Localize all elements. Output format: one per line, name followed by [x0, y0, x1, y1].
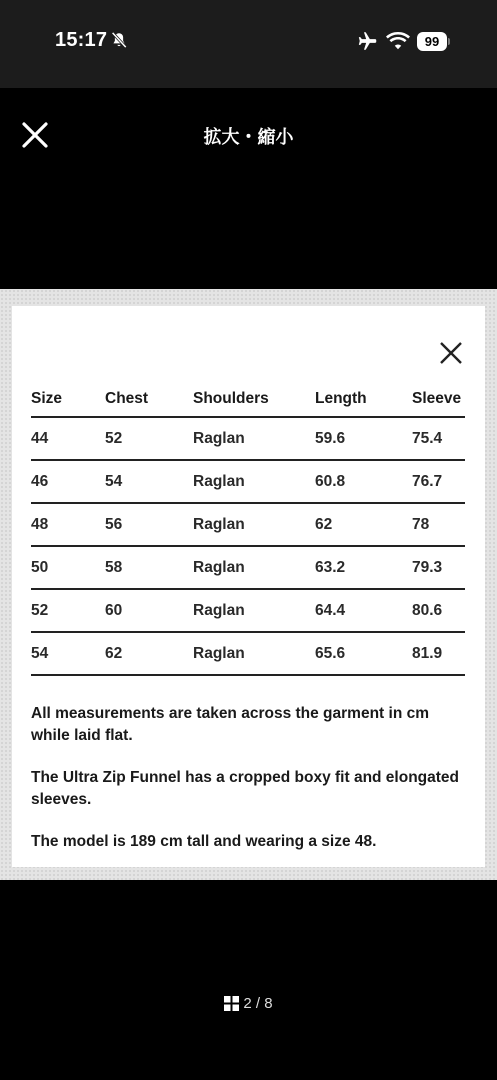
table-cell: Raglan [193, 632, 315, 675]
table-cell: 81.9 [412, 632, 465, 675]
table-cell: 54 [105, 460, 193, 503]
table-cell: 44 [31, 417, 105, 460]
table-cell: 79.3 [412, 546, 465, 589]
table-cell: 60 [105, 589, 193, 632]
table-cell: 56 [105, 503, 193, 546]
table-cell: Raglan [193, 417, 315, 460]
table-row [31, 546, 465, 589]
status-time: 15:17 [55, 29, 108, 51]
battery-icon [417, 31, 450, 51]
table-row [31, 417, 465, 460]
grid-icon [224, 996, 239, 1011]
table-cell: 46 [31, 460, 105, 503]
close-icon [438, 340, 464, 366]
size-chart-table [31, 382, 465, 676]
table-cell: 54 [31, 632, 105, 675]
table-cell: Raglan [193, 460, 315, 503]
table-row [31, 589, 465, 632]
table-header-row [31, 382, 465, 417]
table-cell: 48 [31, 503, 105, 546]
table-cell: 80.6 [412, 589, 465, 632]
table-cell: 63.2 [315, 546, 412, 589]
table-cell: 65.6 [315, 632, 412, 675]
table-cell: 52 [105, 417, 193, 460]
table-cell: 62 [315, 503, 412, 546]
fit-note: The Ultra Zip Funnel has a cropped boxy fit and elongated sleeves. [31, 769, 460, 808]
table-cell: 64.4 [315, 589, 412, 632]
measurement-note: All measurements are taken across the garment in cm while laid flat. [31, 705, 429, 744]
table-cell: 52 [31, 589, 105, 632]
table-cell: 60.8 [315, 460, 412, 503]
table-row [31, 632, 465, 675]
table-cell: 58 [105, 546, 193, 589]
battery-level: 99 [417, 32, 447, 51]
column-header-length: Length [315, 382, 412, 417]
table-cell: 76.7 [412, 460, 465, 503]
page-indicator[interactable] [0, 995, 497, 1012]
battery-tip [448, 38, 450, 45]
model-note: The model is 189 cm tall and wearing a size 48. [31, 833, 377, 850]
table-cell: Raglan [193, 546, 315, 589]
image-viewer-sheet [0, 88, 497, 1080]
column-header-sleeve: Sleeve [412, 382, 465, 417]
table-cell: Raglan [193, 589, 315, 632]
column-header-shoulders: Shoulders [193, 382, 315, 417]
page-counter: 2 / 8 [243, 995, 273, 1012]
table-cell: 50 [31, 546, 105, 589]
column-header-chest: Chest [105, 382, 193, 417]
wifi-icon [386, 31, 410, 51]
table-cell: 62 [105, 632, 193, 675]
table-cell: 59.6 [315, 417, 412, 460]
table-cell: 75.4 [412, 417, 465, 460]
size-chart-card [12, 306, 485, 867]
zoomable-image[interactable] [0, 289, 497, 880]
table-cell: Raglan [193, 503, 315, 546]
table-row [31, 460, 465, 503]
column-header-size: Size [31, 382, 105, 417]
table-row [31, 503, 465, 546]
airplane-icon [357, 30, 379, 52]
viewer-title: 拡大・縮小 [203, 127, 294, 147]
status-bar [0, 0, 497, 88]
bell-off-icon [110, 31, 128, 49]
table-cell: 78 [412, 503, 465, 546]
